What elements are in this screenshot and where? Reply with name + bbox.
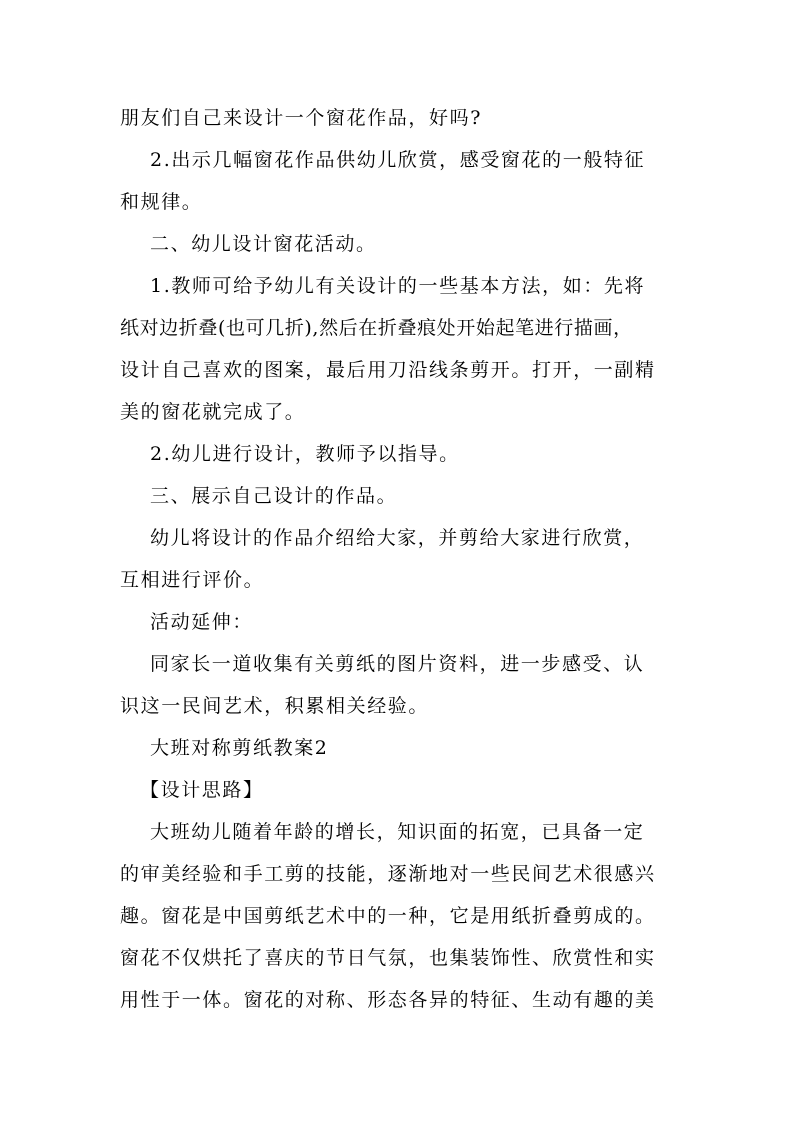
section-heading: 【设计思路】	[140, 779, 264, 801]
text-line: 幼儿将设计的作品介绍给大家，并剪给大家进行欣赏，	[150, 527, 645, 549]
text-line: 的审美经验和手工剪的技能，逐渐地对一些民间艺术很感兴	[120, 863, 656, 885]
text-line: 互相进行评价。	[120, 569, 265, 591]
section-heading: 活动延伸：	[150, 611, 254, 633]
text-line: 识这一民间艺术，积累相关经验。	[120, 695, 430, 717]
text-line: 美的窗花就完成了。	[120, 401, 306, 423]
text-line: 趣。窗花是中国剪纸艺术中的一种，它是用纸折叠剪成的。	[120, 905, 656, 927]
text-line: 纸对边折叠(也可几折),然后在折叠痕处开始起笔进行描画，	[120, 317, 633, 339]
text-line: 设计自己喜欢的图案，最后用刀沿线条剪开。打开，一副精	[120, 359, 656, 381]
text-line: 朋友们自己来设计一个窗花作品，好吗?	[120, 107, 482, 129]
text-line: 窗花不仅烘托了喜庆的节日气氛，也集装饰性、欣赏性和实	[120, 947, 656, 969]
text-line: 1.教师可给予幼儿有关设计的一些基本方法，如：先将	[150, 275, 646, 297]
text-line: 2.出示几幅窗花作品供幼儿欣赏，感受窗花的一般特征	[150, 149, 646, 171]
text-line: 用性于一体。窗花的对称、形态各异的特征、生动有趣的美	[120, 989, 656, 1011]
section-heading: 二、幼儿设计窗花活动。	[150, 233, 377, 255]
text-line: 同家长一道收集有关剪纸的图片资料，进一步感受、认	[150, 653, 645, 675]
section-heading: 三、展示自己设计的作品。	[150, 485, 398, 507]
document-subtitle: 大班对称剪纸教案2	[150, 737, 329, 759]
text-line: 和规律。	[120, 191, 203, 213]
text-line: 2.幼儿进行设计，教师予以指导。	[150, 443, 460, 465]
text-line: 大班幼儿随着年龄的增长，知识面的拓宽，已具备一定	[150, 821, 645, 843]
